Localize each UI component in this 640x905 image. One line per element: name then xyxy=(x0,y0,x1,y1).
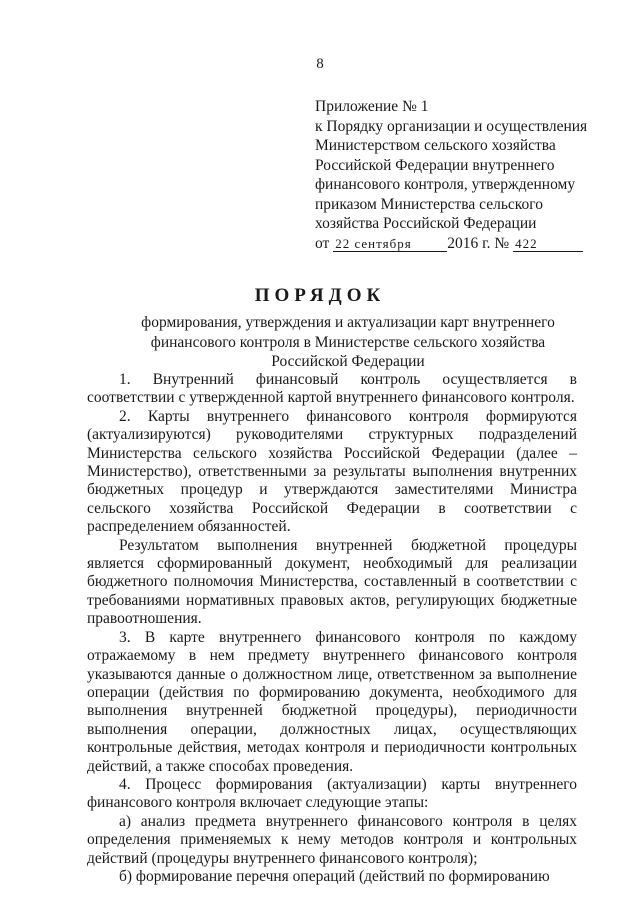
appendix-block xyxy=(315,97,615,253)
paragraph: 3. В карте внутреннего финансового контроля по каждому отражаемому в нем предмету внутреннего финансового контроля указываются данные о должностном лице, ответственном за выполнение операции (действия по формированию документа, необходимого для выполнения внутренней бюджетной процедуры), периодичности выполнения операции, должностных лицах, осуществляющих контрольные действия, методах контроля и периодичности контрольных действий, а также способах проведения. xyxy=(87,628,577,775)
document-title: ПОРЯДОК xyxy=(254,285,386,306)
paragraph: б) формирование перечня операций (действий по формированию xyxy=(119,867,550,885)
paragraph: 1. Внутренний финансовый контроль осуществляется в соответствии с утвержденной картой внутреннего финансового контроля. xyxy=(87,371,577,407)
paragraph: 4. Процесс формирования (актуализации) карты внутреннего финансового контроля включает следующие этапы: xyxy=(87,775,577,812)
date-year: 2016 г. № xyxy=(447,234,510,252)
document-subtitle: формирования, утверждения и актуализации карт внутреннего финансового контроля в Министерстве сельского хозяйства Российской Федерации xyxy=(141,314,555,370)
appendix-line: хозяйства Российской Федерации xyxy=(315,215,537,232)
paragraph: 2. Карты внутреннего финансового контроля формируются (актуализируются) руководителями структурных подразделений Министерства сельского хозяйства Российской Федерации (далее – Министерство), ответственными за результаты выполнения внутренних бюджетных процедур и утверждаются заместителями Министра сельского хозяйства Российской Федерации в соответствии с распределением обязанностей. xyxy=(87,407,577,536)
paragraph: Результатом выполнения внутренней бюджетной процедуры является сформированный документ, необходимый для реализации бюджетного полномочия Министерства, составленный в соответствии с требованиями нормативных правовых актов, регулирующих бюджетные правоотношения. xyxy=(87,536,577,628)
date-field: 22 сентября xyxy=(333,236,447,252)
appendix-line: приказом Министерства сельского xyxy=(315,195,544,213)
appendix-line: финансового контроля, утвержденному xyxy=(315,176,576,193)
appendix-title: Приложение № 1 xyxy=(315,98,429,115)
paragraph: а) анализ предмета внутреннего финансового контроля в целях определения применяемых к нему методов контроля и контрольных действий (процедуры внутреннего финансового контроля); xyxy=(87,812,577,867)
appendix-line: к Порядку организации и осуществления xyxy=(315,117,588,135)
date-prefix: от xyxy=(315,234,330,252)
appendix-line: Российской Федерации внутреннего xyxy=(315,156,555,174)
page-number: 8 xyxy=(316,56,324,72)
order-number-field: 422 xyxy=(513,236,583,252)
appendix-line: Министерством сельского хозяйства xyxy=(315,137,556,154)
appendix-date-line xyxy=(315,234,615,254)
document-body xyxy=(87,371,577,886)
